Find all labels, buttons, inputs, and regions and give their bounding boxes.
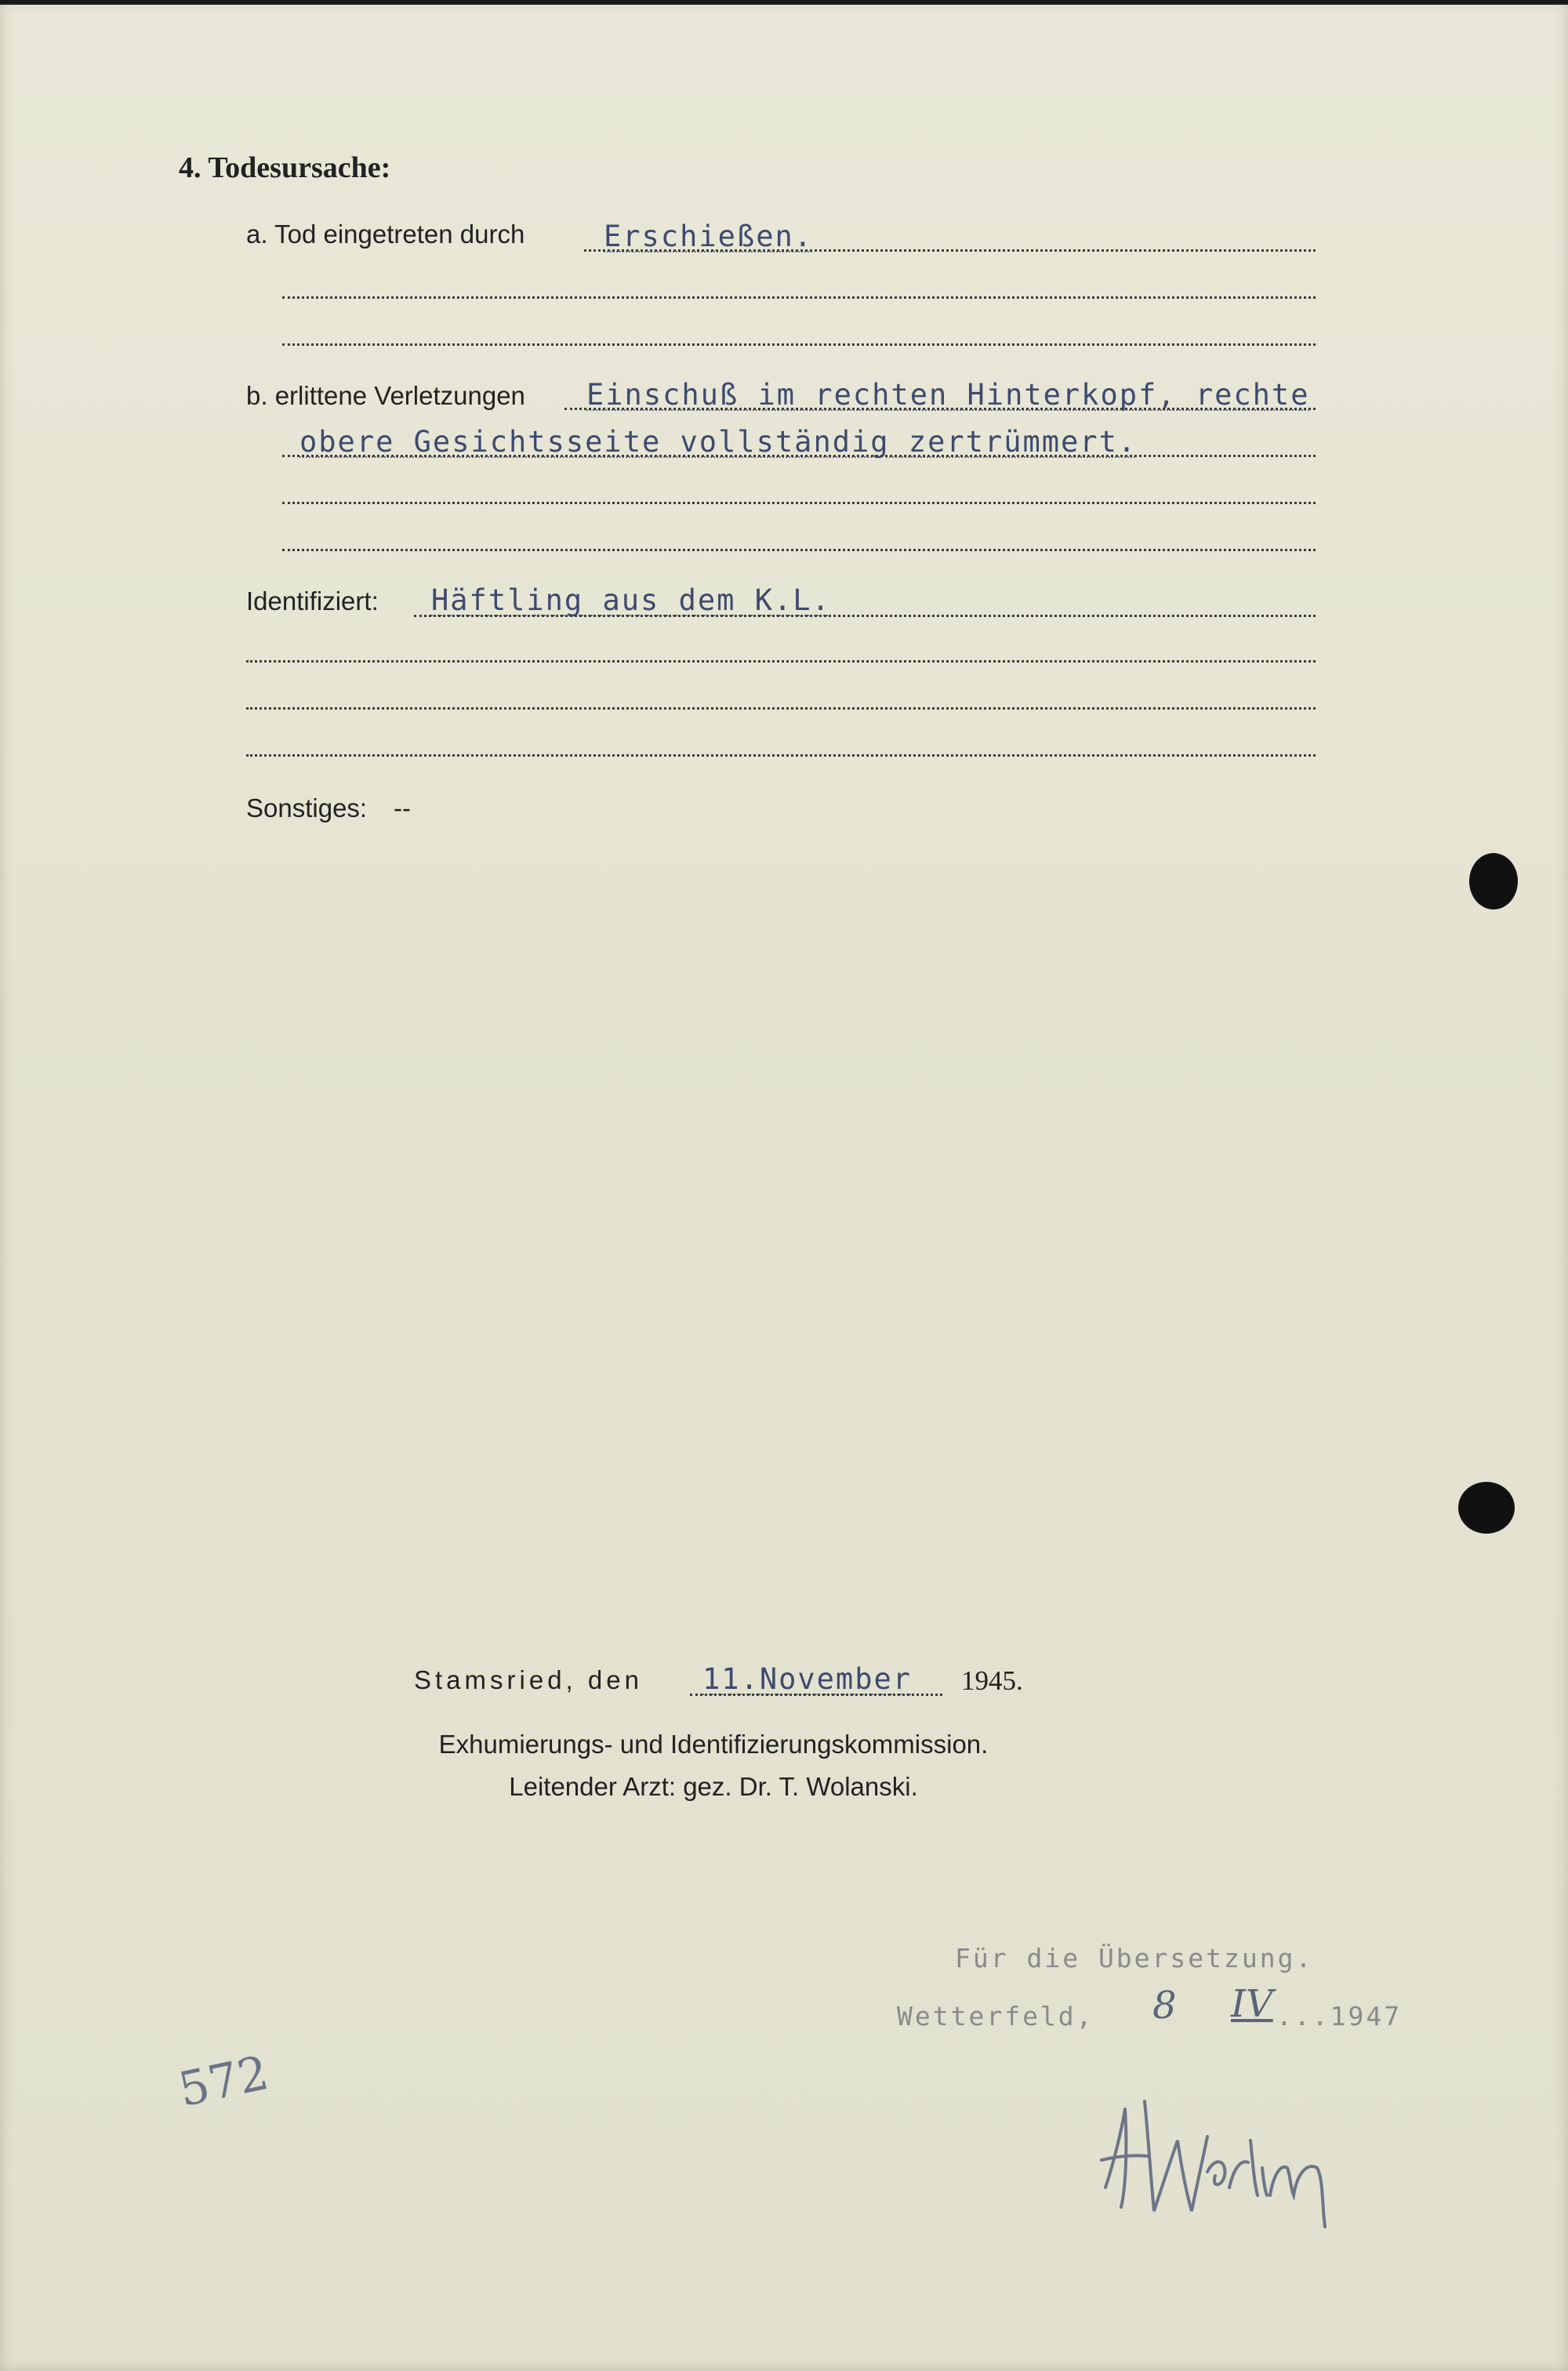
dotted-line (246, 754, 1316, 757)
doctor-line: Leitender Arzt: gez. Dr. T. Wolanski. (509, 1772, 918, 1801)
misc-value: -- (394, 793, 411, 822)
dotted-line (282, 455, 1316, 457)
injuries-line-2: obere Gesichtsseite vollständig zertrümmert. (299, 425, 1138, 459)
translation-stamp-line-1: Für die Übersetzung. (955, 1943, 1314, 1973)
punch-hole (1458, 1482, 1515, 1534)
dotted-line (246, 707, 1316, 710)
translation-month: IV (1231, 1982, 1273, 2026)
identified-label: Identifiziert: (246, 586, 379, 615)
dotted-line (414, 615, 1316, 617)
date-value: 11.November (702, 1662, 913, 1696)
dotted-line (564, 408, 1316, 410)
page-top-edge (0, 0, 1568, 5)
handwritten-signature (1090, 2070, 1356, 2242)
dotted-line (282, 343, 1316, 346)
dotted-line (282, 549, 1316, 551)
margin-number: 572 (173, 2045, 274, 2119)
cause-label: a. Tod eingetreten durch (246, 220, 525, 249)
punch-hole (1469, 853, 1518, 910)
commission-name: Exhumierungs- und Identifizierungskommission. (438, 1730, 989, 1759)
year-value: 1945. (961, 1665, 1023, 1696)
dotted-line (282, 296, 1316, 299)
injuries-label: b. erlittene Verletzungen (246, 381, 525, 410)
translation-place: Wetterfeld, (897, 2001, 1094, 2032)
dotted-line (282, 502, 1316, 504)
dotted-line (690, 1694, 942, 1696)
cause-value: Erschießen. (604, 220, 814, 253)
identified-value: Häftling aus dem K.L. (431, 583, 831, 617)
misc-label: Sonstiges: (246, 793, 368, 822)
dotted-line (584, 249, 1316, 252)
dotted-line (246, 660, 1316, 663)
place-label: Stamsried, den (414, 1665, 643, 1694)
translation-year: ...1947 (1276, 2001, 1403, 2032)
injuries-line-1: Einschuß im rechten Hinterkopf, rechte (586, 378, 1310, 412)
translation-day: 8 (1152, 1984, 1177, 2028)
section-heading: 4. Todesursache: (179, 151, 391, 184)
